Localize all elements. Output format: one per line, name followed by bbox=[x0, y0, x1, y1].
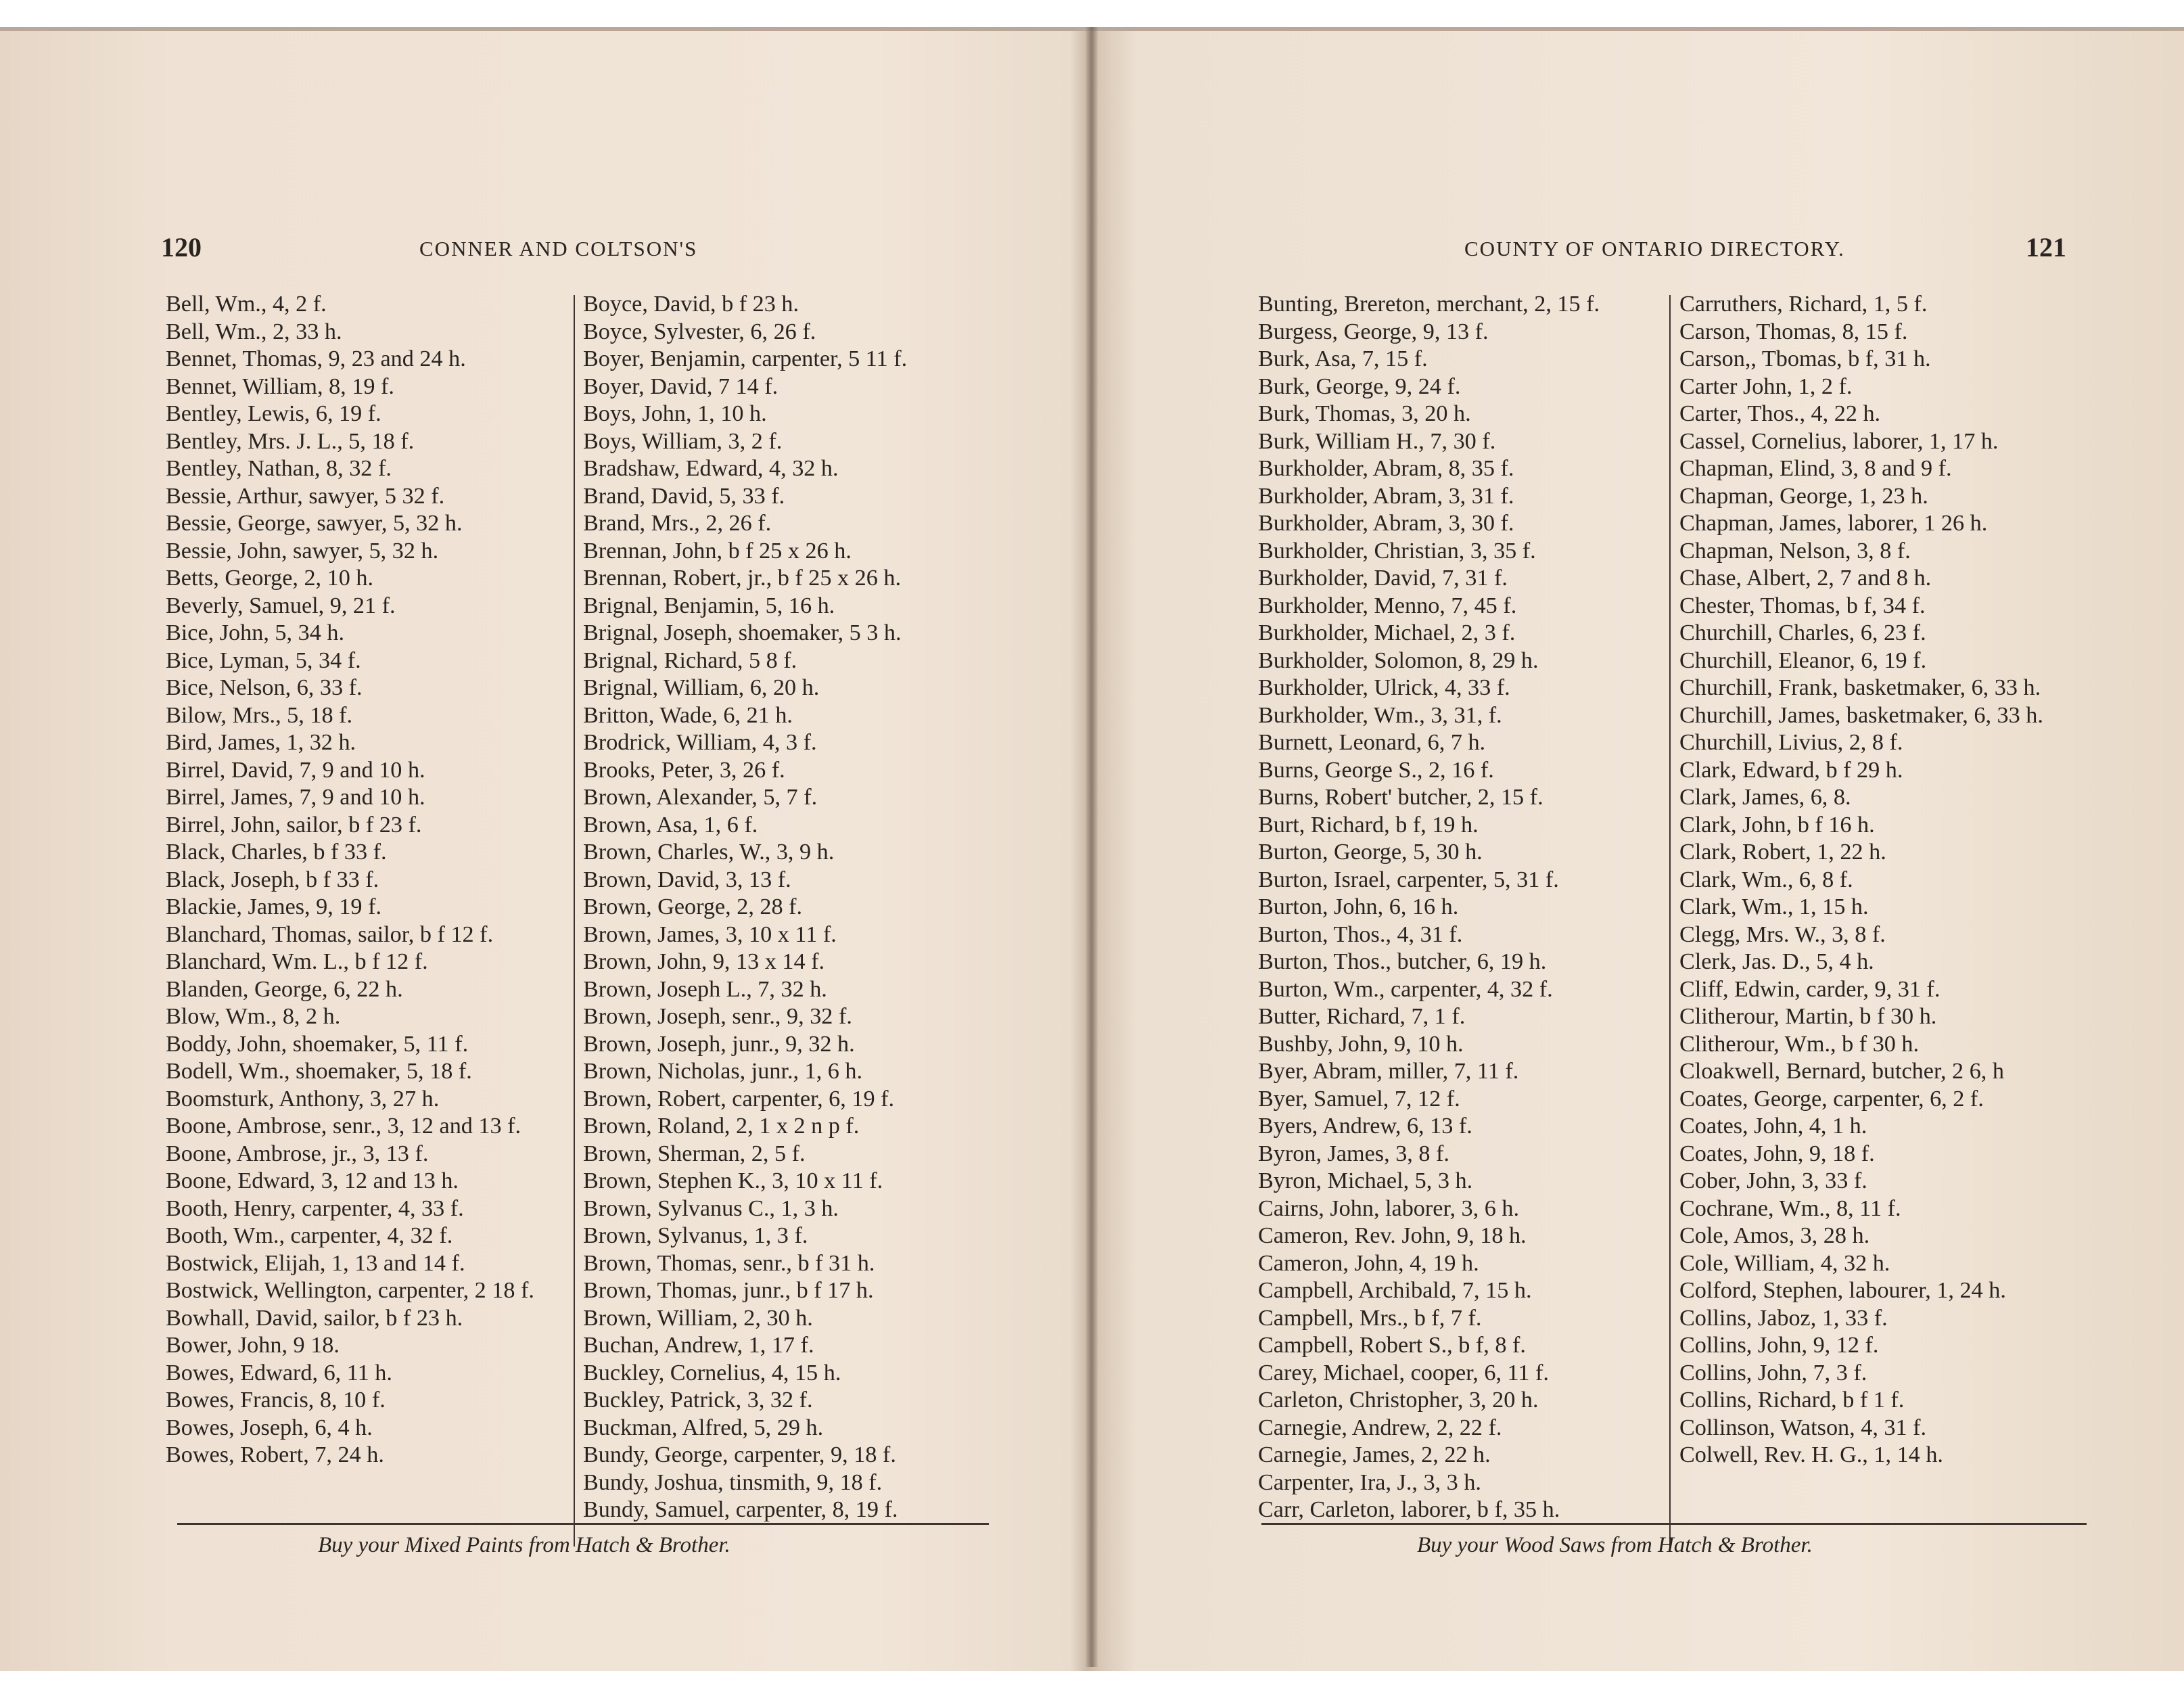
directory-entry: Brown, Charles, W., 3, 9 h. bbox=[583, 840, 835, 865]
directory-entry: Carleton, Christopher, 3, 20 h. bbox=[1258, 1388, 1539, 1413]
directory-entry: Burt, Richard, b f, 19 h. bbox=[1258, 812, 1479, 838]
directory-entry: Boyer, David, 7 14 f. bbox=[583, 373, 779, 399]
directory-entry: Bennet, Thomas, 9, 23 and 24 h. bbox=[166, 346, 466, 371]
directory-entry: Bilow, Mrs., 5, 18 f. bbox=[166, 702, 353, 728]
page-number: 120 bbox=[161, 232, 202, 262]
column-divider bbox=[574, 295, 575, 1547]
directory-entry: Blow, Wm., 8, 2 h. bbox=[166, 1004, 341, 1029]
directory-entry: Carr, Carleton, laborer, b f, 35 h. bbox=[1258, 1497, 1560, 1522]
directory-entry: Cairns, John, laborer, 3, 6 h. bbox=[1258, 1195, 1520, 1221]
directory-entry: Chase, Albert, 2, 7 and 8 h. bbox=[1679, 566, 1932, 591]
directory-entry: Churchill, Frank, basketmaker, 6, 33 h. bbox=[1679, 675, 2041, 700]
directory-entry: Bird, James, 1, 32 h. bbox=[166, 730, 356, 755]
directory-entry: Cameron, John, 4, 19 h. bbox=[1258, 1250, 1479, 1276]
right-page bbox=[1099, 31, 2184, 1671]
directory-entry: Churchill, Livius, 2, 8 f. bbox=[1679, 730, 1903, 755]
directory-entry: Birrel, James, 7, 9 and 10 h. bbox=[166, 785, 425, 810]
directory-entry: Burk, George, 9, 24 f. bbox=[1258, 373, 1461, 399]
directory-entry: Chapman, James, laborer, 1 26 h. bbox=[1679, 511, 1988, 536]
directory-entry: Bundy, Joshua, tinsmith, 9, 18 f. bbox=[583, 1469, 883, 1495]
directory-entry: Burton, John, 6, 16 h. bbox=[1258, 894, 1459, 919]
directory-entry: Burton, Thos., 4, 31 f. bbox=[1258, 921, 1463, 947]
directory-entry: Black, Charles, b f 33 f. bbox=[166, 840, 387, 865]
directory-entry: Burk, Thomas, 3, 20 h. bbox=[1258, 401, 1471, 426]
directory-entry: Bessie, Arthur, sawyer, 5 32 f. bbox=[166, 483, 445, 509]
directory-entry: Burton, Wm., carpenter, 4, 32 f. bbox=[1258, 976, 1553, 1002]
directory-entry: Brignal, Richard, 5 8 f. bbox=[583, 647, 797, 673]
directory-entry: Boys, William, 3, 2 f. bbox=[583, 428, 783, 454]
directory-entry: Carruthers, Richard, 1, 5 f. bbox=[1679, 292, 1928, 317]
directory-entry: Clark, Robert, 1, 22 h. bbox=[1679, 840, 1886, 865]
directory-entry: Birrel, David, 7, 9 and 10 h. bbox=[166, 757, 425, 783]
footer-rule bbox=[1261, 1523, 2087, 1525]
directory-entry: Clitherour, Martin, b f 30 h. bbox=[1679, 1004, 1937, 1029]
directory-entry: Brown, Joseph L., 7, 32 h. bbox=[583, 976, 827, 1002]
directory-entry: Bundy, Samuel, carpenter, 8, 19 f. bbox=[583, 1497, 898, 1522]
directory-entry: Buckman, Alfred, 5, 29 h. bbox=[583, 1415, 824, 1440]
directory-entry: Brown, Asa, 1, 6 f. bbox=[583, 812, 758, 838]
directory-entry: Brown, Alexander, 5, 7 f. bbox=[583, 785, 818, 810]
directory-entry: Brignal, Benjamin, 5, 16 h. bbox=[583, 593, 835, 618]
directory-entry: Burkholder, Michael, 2, 3 f. bbox=[1258, 620, 1516, 645]
directory-entry: Brown, Sherman, 2, 5 f. bbox=[583, 1141, 806, 1166]
directory-entry: Butter, Richard, 7, 1 f. bbox=[1258, 1004, 1466, 1029]
book-gutter bbox=[1086, 27, 1098, 1667]
directory-entry: Brown, Joseph, junr., 9, 32 h. bbox=[583, 1031, 855, 1057]
directory-entry: Birrel, John, sailor, b f 23 f. bbox=[166, 812, 422, 838]
directory-entry: Bice, Nelson, 6, 33 f. bbox=[166, 675, 363, 700]
directory-entry: Cameron, Rev. John, 9, 18 h. bbox=[1258, 1223, 1527, 1248]
directory-entry: Clark, Wm., 1, 15 h. bbox=[1679, 894, 1869, 919]
directory-entry: Bowhall, David, sailor, b f 23 h. bbox=[166, 1305, 463, 1331]
directory-entry: Burton, Israel, carpenter, 5, 31 f. bbox=[1258, 867, 1559, 892]
directory-entry: Bennet, William, 8, 19 f. bbox=[166, 373, 394, 399]
directory-column-2 bbox=[1679, 291, 2093, 1469]
directory-entry: Byron, Michael, 5, 3 h. bbox=[1258, 1168, 1473, 1193]
directory-entry: Chapman, Elind, 3, 8 and 9 f. bbox=[1679, 456, 1952, 481]
directory-entry: Black, Joseph, b f 33 f. bbox=[166, 867, 379, 892]
directory-entry: Bessie, John, sawyer, 5, 32 h. bbox=[166, 538, 439, 564]
directory-entry: Bentley, Nathan, 8, 32 f. bbox=[166, 456, 392, 481]
directory-entry: Brown, Joseph, senr., 9, 32 f. bbox=[583, 1004, 852, 1029]
directory-entry: Brand, David, 5, 33 f. bbox=[583, 483, 785, 509]
directory-entry: Boyce, David, b f 23 h. bbox=[583, 292, 799, 317]
directory-entry: Burkholder, Wm., 3, 31, f. bbox=[1258, 702, 1502, 728]
directory-entry: Burkholder, Christian, 3, 35 f. bbox=[1258, 538, 1536, 564]
directory-entry: Colwell, Rev. H. G., 1, 14 h. bbox=[1679, 1442, 1943, 1467]
advertisement-footer: Buy your Wood Saws from Hatch & Brother. bbox=[1417, 1533, 1813, 1557]
directory-entry: Chapman, Nelson, 3, 8 f. bbox=[1679, 538, 1911, 564]
directory-entry: Brennan, John, b f 25 x 26 h. bbox=[583, 538, 852, 564]
directory-entry: Churchill, James, basketmaker, 6, 33 h. bbox=[1679, 702, 2043, 728]
directory-entry: Carson, Thomas, 8, 15 f. bbox=[1679, 319, 1908, 344]
directory-column-2 bbox=[583, 291, 982, 1524]
directory-entry: Carter, Thos., 4, 22 h. bbox=[1679, 401, 1881, 426]
directory-entry: Brown, Thomas, senr., b f 31 h. bbox=[583, 1250, 875, 1276]
directory-entry: Cloakwell, Bernard, butcher, 2 6, h bbox=[1679, 1059, 2004, 1084]
directory-entry: Cassel, Cornelius, laborer, 1, 17 h. bbox=[1679, 428, 1999, 454]
directory-entry: Byers, Andrew, 6, 13 f. bbox=[1258, 1114, 1472, 1139]
directory-entry: Campbell, Robert S., b f, 8 f. bbox=[1258, 1333, 1526, 1358]
directory-entry: Buckley, Patrick, 3, 32 f. bbox=[583, 1388, 813, 1413]
directory-entry: Burk, Asa, 7, 15 f. bbox=[1258, 346, 1428, 371]
directory-entry: Bowes, Francis, 8, 10 f. bbox=[166, 1388, 386, 1413]
directory-entry: Boone, Ambrose, senr., 3, 12 and 13 f. bbox=[166, 1114, 521, 1139]
directory-entry: Brooks, Peter, 3, 26 f. bbox=[583, 757, 785, 783]
directory-entry: Colford, Stephen, labourer, 1, 24 h. bbox=[1679, 1278, 2006, 1303]
directory-entry: Brown, Sylvanus, 1, 3 f. bbox=[583, 1223, 808, 1248]
directory-entry: Collinson, Watson, 4, 31 f. bbox=[1679, 1415, 1927, 1440]
directory-entry: Bell, Wm., 2, 33 h. bbox=[166, 319, 342, 344]
directory-entry: Carey, Michael, cooper, 6, 11 f. bbox=[1258, 1360, 1549, 1386]
directory-entry: Bostwick, Elijah, 1, 13 and 14 f. bbox=[166, 1250, 465, 1276]
directory-entry: Bowes, Robert, 7, 24 h. bbox=[166, 1442, 384, 1467]
directory-entry: Cliff, Edwin, carder, 9, 31 f. bbox=[1679, 976, 1941, 1002]
directory-entry: Beverly, Samuel, 9, 21 f. bbox=[166, 593, 396, 618]
directory-entry: Betts, George, 2, 10 h. bbox=[166, 566, 374, 591]
directory-entry: Booth, Wm., carpenter, 4, 32 f. bbox=[166, 1223, 453, 1248]
directory-entry: Carter John, 1, 2 f. bbox=[1679, 373, 1853, 399]
directory-entry: Bessie, George, sawyer, 5, 32 h. bbox=[166, 511, 463, 536]
directory-entry: Burkholder, David, 7, 31 f. bbox=[1258, 566, 1508, 591]
directory-entry: Brown, George, 2, 28 f. bbox=[583, 894, 803, 919]
directory-entry: Blanchard, Thomas, sailor, b f 12 f. bbox=[166, 921, 494, 947]
directory-entry: Boyer, Benjamin, carpenter, 5 11 f. bbox=[583, 346, 908, 371]
directory-entry: Byer, Abram, miller, 7, 11 f. bbox=[1258, 1059, 1519, 1084]
directory-entry: Burgess, George, 9, 13 f. bbox=[1258, 319, 1489, 344]
directory-entry: Burk, William H., 7, 30 f. bbox=[1258, 428, 1496, 454]
directory-entry: Carnegie, Andrew, 2, 22 f. bbox=[1258, 1415, 1502, 1440]
directory-entry: Bice, Lyman, 5, 34 f. bbox=[166, 647, 361, 673]
directory-entry: Boomsturk, Anthony, 3, 27 h. bbox=[166, 1086, 440, 1112]
directory-entry: Carpenter, Ira, J., 3, 3 h. bbox=[1258, 1469, 1481, 1495]
directory-entry: Burkholder, Ulrick, 4, 33 f. bbox=[1258, 675, 1510, 700]
running-title: CONNER AND COLTSON'S bbox=[419, 237, 698, 260]
directory-entry: Coates, George, carpenter, 6, 2 f. bbox=[1679, 1086, 1984, 1112]
directory-entry: Brown, Robert, carpenter, 6, 19 f. bbox=[583, 1086, 895, 1112]
directory-column-1 bbox=[1258, 291, 1664, 1524]
directory-entry: Bentley, Lewis, 6, 19 f. bbox=[166, 401, 381, 426]
directory-entry: Blanden, George, 6, 22 h. bbox=[166, 976, 403, 1002]
directory-entry: Cochrane, Wm., 8, 11 f. bbox=[1679, 1195, 1901, 1221]
directory-entry: Burton, George, 5, 30 h. bbox=[1258, 840, 1483, 865]
directory-entry: Boddy, John, shoemaker, 5, 11 f. bbox=[166, 1031, 469, 1057]
directory-entry: Clark, Wm., 6, 8 f. bbox=[1679, 867, 1853, 892]
directory-entry: Chester, Thomas, b f, 34 f. bbox=[1679, 593, 1926, 618]
directory-entry: Bell, Wm., 4, 2 f. bbox=[166, 292, 327, 317]
directory-entry: Britton, Wade, 6, 21 h. bbox=[583, 702, 793, 728]
directory-entry: Booth, Henry, carpenter, 4, 33 f. bbox=[166, 1195, 464, 1221]
directory-entry: Bushby, John, 9, 10 h. bbox=[1258, 1031, 1464, 1057]
directory-entry: Buchan, Andrew, 1, 17 f. bbox=[583, 1333, 814, 1358]
directory-entry: Burns, George S., 2, 16 f. bbox=[1258, 757, 1494, 783]
directory-entry: Cober, John, 3, 33 f. bbox=[1679, 1168, 1867, 1193]
running-title: COUNTY OF ONTARIO DIRECTORY. bbox=[1464, 237, 1845, 260]
directory-entry: Brignal, William, 6, 20 h. bbox=[583, 675, 820, 700]
directory-entry: Brown, Sylvanus C., 1, 3 h. bbox=[583, 1195, 839, 1221]
directory-entry: Chapman, George, 1, 23 h. bbox=[1679, 483, 1928, 509]
directory-entry: Brown, Nicholas, junr., 1, 6 h. bbox=[583, 1059, 863, 1084]
directory-entry: Bice, John, 5, 34 h. bbox=[166, 620, 344, 645]
directory-entry: Bundy, George, carpenter, 9, 18 f. bbox=[583, 1442, 896, 1467]
directory-entry: Clegg, Mrs. W., 3, 8 f. bbox=[1679, 921, 1886, 947]
directory-entry: Blanchard, Wm. L., b f 12 f. bbox=[166, 949, 428, 974]
directory-entry: Brand, Mrs., 2, 26 f. bbox=[583, 511, 772, 536]
directory-entry: Burns, Robert' butcher, 2, 15 f. bbox=[1258, 785, 1543, 810]
directory-entry: Cole, William, 4, 32 h. bbox=[1679, 1250, 1890, 1276]
advertisement-footer: Buy your Mixed Paints from Hatch & Brother. bbox=[318, 1533, 730, 1557]
directory-entry: Collins, Richard, b f 1 f. bbox=[1679, 1388, 1905, 1413]
directory-entry: Bodell, Wm., shoemaker, 5, 18 f. bbox=[166, 1059, 472, 1084]
directory-entry: Byron, James, 3, 8 f. bbox=[1258, 1141, 1449, 1166]
left-page bbox=[0, 31, 1082, 1671]
directory-entry: Brown, David, 3, 13 f. bbox=[583, 867, 791, 892]
directory-entry: Clitherour, Wm., b f 30 h. bbox=[1679, 1031, 1920, 1057]
directory-entry: Burkholder, Abram, 3, 31 f. bbox=[1258, 483, 1514, 509]
directory-entry: Brown, Stephen K., 3, 10 x 11 f. bbox=[583, 1168, 883, 1193]
directory-entry: Coates, John, 9, 18 f. bbox=[1679, 1141, 1875, 1166]
footer-rule bbox=[177, 1523, 989, 1525]
directory-entry: Bowes, Edward, 6, 11 h. bbox=[166, 1360, 392, 1386]
page-number: 121 bbox=[2026, 232, 2066, 262]
directory-entry: Burnett, Leonard, 6, 7 h. bbox=[1258, 730, 1486, 755]
directory-entry: Brown, John, 9, 13 x 14 f. bbox=[583, 949, 825, 974]
directory-entry: Bentley, Mrs. J. L., 5, 18 f. bbox=[166, 428, 415, 454]
directory-entry: Churchill, Eleanor, 6, 19 f. bbox=[1679, 647, 1927, 673]
directory-entry: Churchill, Charles, 6, 23 f. bbox=[1679, 620, 1926, 645]
directory-entry: Collins, Jaboz, 1, 33 f. bbox=[1679, 1305, 1888, 1331]
directory-entry: Buckley, Cornelius, 4, 15 h. bbox=[583, 1360, 841, 1386]
column-divider bbox=[1669, 295, 1671, 1547]
directory-entry: Boys, John, 1, 10 h. bbox=[583, 401, 767, 426]
directory-column-1 bbox=[166, 291, 565, 1469]
directory-entry: Brown, William, 2, 30 h. bbox=[583, 1305, 813, 1331]
directory-entry: Campbell, Archibald, 7, 15 h. bbox=[1258, 1278, 1532, 1303]
directory-entry: Burton, Thos., butcher, 6, 19 h. bbox=[1258, 949, 1547, 974]
directory-entry: Carnegie, James, 2, 22 h. bbox=[1258, 1442, 1491, 1467]
directory-entry: Brennan, Robert, jr., b f 25 x 26 h. bbox=[583, 566, 902, 591]
directory-entry: Clark, John, b f 16 h. bbox=[1679, 812, 1875, 838]
directory-entry: Boyce, Sylvester, 6, 26 f. bbox=[583, 319, 816, 344]
directory-entry: Brodrick, William, 4, 3 f. bbox=[583, 730, 817, 755]
directory-entry: Clark, James, 6, 8. bbox=[1679, 785, 1851, 810]
directory-entry: Bower, John, 9 18. bbox=[166, 1333, 340, 1358]
directory-entry: Boone, Edward, 3, 12 and 13 h. bbox=[166, 1168, 459, 1193]
directory-entry: Brown, Roland, 2, 1 x 2 n p f. bbox=[583, 1114, 860, 1139]
directory-entry: Coates, John, 4, 1 h. bbox=[1679, 1114, 1867, 1139]
directory-entry: Bunting, Brereton, merchant, 2, 15 f. bbox=[1258, 292, 1600, 317]
directory-entry: Burkholder, Solomon, 8, 29 h. bbox=[1258, 647, 1539, 673]
directory-entry: Bowes, Joseph, 6, 4 h. bbox=[166, 1415, 373, 1440]
directory-entry: Bradshaw, Edward, 4, 32 h. bbox=[583, 456, 839, 481]
directory-entry: Campbell, Mrs., b f, 7 f. bbox=[1258, 1305, 1482, 1331]
directory-entry: Boone, Ambrose, jr., 3, 13 f. bbox=[166, 1141, 429, 1166]
directory-entry: Clark, Edward, b f 29 h. bbox=[1679, 757, 1903, 783]
directory-entry: Collins, John, 9, 12 f. bbox=[1679, 1333, 1879, 1358]
directory-entry: Brignal, Joseph, shoemaker, 5 3 h. bbox=[583, 620, 902, 645]
directory-entry: Cole, Amos, 3, 28 h. bbox=[1679, 1223, 1870, 1248]
directory-entry: Collins, John, 7, 3 f. bbox=[1679, 1360, 1867, 1386]
directory-entry: Burkholder, Abram, 8, 35 f. bbox=[1258, 456, 1514, 481]
directory-entry: Burkholder, Abram, 3, 30 f. bbox=[1258, 511, 1514, 536]
directory-entry: Brown, James, 3, 10 x 11 f. bbox=[583, 921, 837, 947]
directory-entry: Byer, Samuel, 7, 12 f. bbox=[1258, 1086, 1460, 1112]
directory-entry: Bostwick, Wellington, carpenter, 2 18 f. bbox=[166, 1278, 534, 1303]
directory-entry: Brown, Thomas, junr., b f 17 h. bbox=[583, 1278, 874, 1303]
directory-entry: Blackie, James, 9, 19 f. bbox=[166, 894, 382, 919]
directory-entry: Clerk, Jas. D., 5, 4 h. bbox=[1679, 949, 1874, 974]
directory-entry: Carson,, Tbomas, b f, 31 h. bbox=[1679, 346, 1931, 371]
directory-entry: Burkholder, Menno, 7, 45 f. bbox=[1258, 593, 1517, 618]
